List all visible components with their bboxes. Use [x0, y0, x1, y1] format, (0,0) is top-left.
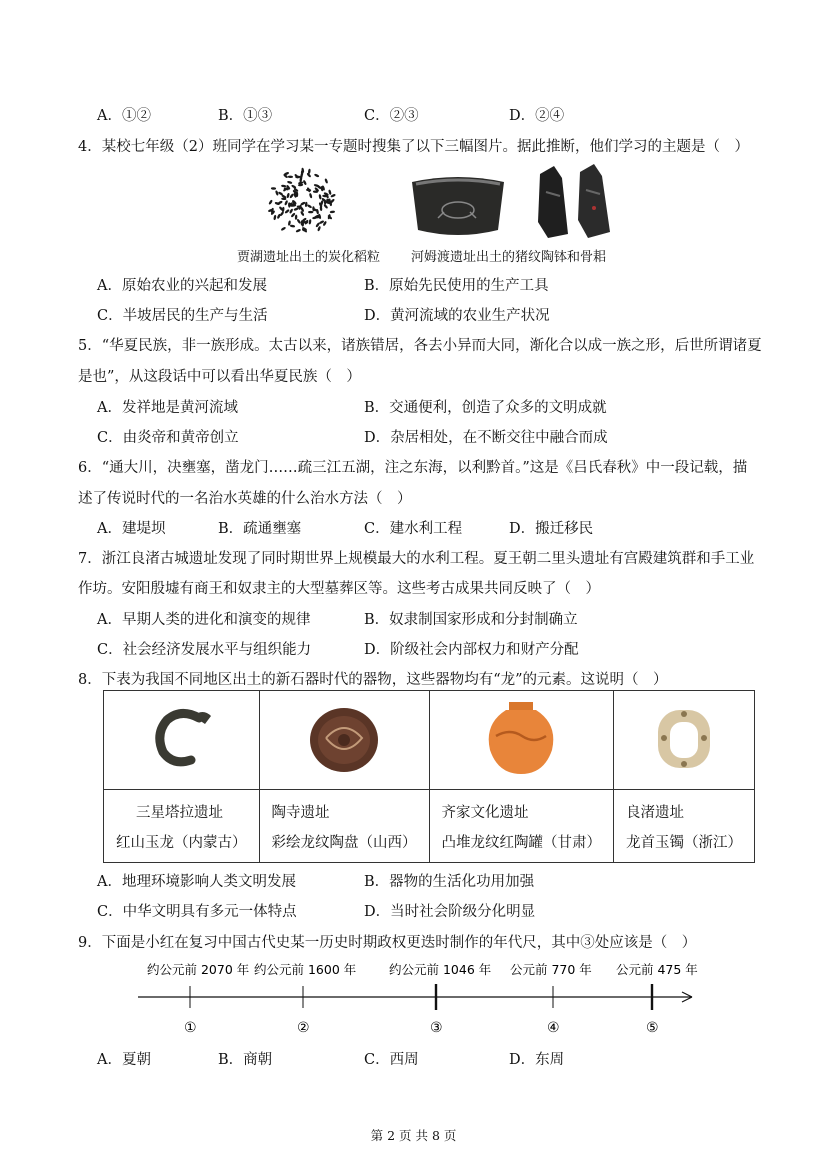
q7-option-c: C．社会经济发展水平与组织能力 [97, 642, 312, 658]
table-cell-2 [259, 790, 429, 863]
page-footer: 第 2 页 共 8 页 [370, 1128, 457, 1143]
timeline-num-4: ④ [547, 1020, 560, 1036]
artifact-4: 龙首玉镯（浙江） [626, 835, 742, 851]
carbonized-rice-image [262, 164, 342, 242]
q7-option-d: D．阶级社会内部权力和财产分配 [364, 642, 579, 658]
q7-stem-line1: 7．浙江良渚古城遗址发现了同时期世界上规模最大的水利工程。夏王朝二里头遗址有宫殿建筑群和手工业 [78, 551, 755, 567]
jade-bracelet-icon [644, 698, 724, 778]
timeline-label-2: 约公元前 1600 年 [254, 962, 357, 977]
q3-option-a: A．①② [97, 108, 151, 124]
painted-plate-icon [304, 698, 384, 778]
q6-option-c: C．建水利工程 [364, 521, 463, 537]
site-2: 陶寺遗址 [271, 805, 330, 821]
q4-option-d: D．黄河流域的农业生产状况 [364, 308, 550, 324]
q3-option-d: D．②④ [509, 108, 565, 124]
q8-stem: 8．下表为我国不同地区出土的新石器时代的器物，这些器物均有“龙”的元素。这说明（ ） [78, 672, 668, 688]
table-cell-3 [429, 790, 614, 863]
artifact-1: 红山玉龙（内蒙古） [116, 835, 247, 851]
q7-option-a: A．早期人类的进化和演变的规律 [97, 612, 311, 628]
q5-option-c: C．由炎帝和黄帝创立 [97, 430, 239, 446]
q8-option-d: D．当时社会阶级分化明显 [364, 904, 536, 920]
q7-option-b: B．奴隶制国家形成和分封制确立 [364, 612, 578, 628]
timeline-label-4: 公元前 770 年 [510, 962, 592, 977]
q6-option-a: A．建堤坝 [97, 521, 166, 537]
table-cell-4 [614, 790, 755, 863]
q9-option-b: B．商朝 [218, 1052, 273, 1068]
q4-caption-right: 河姆渡遗址出土的猪纹陶钵和骨耜 [411, 250, 607, 265]
timeline-num-2: ② [297, 1020, 310, 1036]
site-4: 良渚遗址 [626, 805, 684, 821]
site-1: 三星塔拉遗址 [136, 805, 223, 821]
q6-option-b: B．疏通壅塞 [218, 521, 302, 537]
qijia-jar-cell [429, 691, 614, 790]
red-pottery-jar-icon [476, 696, 566, 780]
q5-option-a: A．发祥地是黄河流域 [97, 400, 238, 416]
site-3: 齐家文化遗址 [441, 805, 529, 821]
q4-option-a: A．原始农业的兴起和发展 [97, 278, 267, 294]
timeline-label-3: 约公元前 1046 年 [389, 962, 492, 977]
hongshan-jade-dragon-cell [104, 691, 260, 790]
q4-stem: 4．某校七年级（2）班同学在学习某一专题时搜集了以下三幅图片。据此推断，他们学习的主题是（ ） [78, 139, 749, 155]
q6-stem-line2: 述了传说时代的一名治水英雄的什么治水方法（ ） [78, 491, 412, 507]
timeline-num-5: ⑤ [646, 1020, 659, 1036]
q4-option-b: B．原始先民使用的生产工具 [364, 278, 549, 294]
artifact-3: 凸堆龙纹红陶罐（甘肃） [441, 835, 601, 851]
q5-option-d: D．杂居相处，在不断交往中融合而成 [364, 430, 608, 446]
q5-stem-line2: 是也”，从这段话中可以看出华夏民族（ ） [78, 369, 361, 385]
liangzhu-bracelet-cell [614, 691, 755, 790]
q4-option-c: C．半坡居民的生产与生活 [97, 308, 268, 324]
q7-stem-line2: 作坊。安阳殷墟有商王和奴隶主的大型墓葬区等。这些考古成果共同反映了（ ） [78, 581, 600, 597]
table-cell-1 [104, 790, 260, 863]
q9-option-c: C．西周 [364, 1052, 419, 1068]
q8-option-c: C．中华文明具有多元一体特点 [97, 904, 297, 920]
jade-dragon-icon [141, 698, 221, 778]
q8-option-a: A．地理环境影响人类文明发展 [97, 874, 296, 890]
q9-option-a: A．夏朝 [97, 1052, 151, 1068]
q9-stem: 9．下面是小红在复习中国古代史某一历史时期政权更迭时制作的年代尺，其中③处应该是（ ） [78, 935, 697, 951]
q3-option-b: B．①③ [218, 108, 273, 124]
pig-pattern-bowl-image [408, 172, 508, 240]
taosi-plate-cell [259, 691, 429, 790]
timeline-num-1: ① [184, 1020, 197, 1036]
timeline-label-1: 约公元前 2070 年 [147, 962, 250, 977]
q3-option-c: C．②③ [364, 108, 419, 124]
timeline-label-5: 公元前 475 年 [616, 962, 698, 977]
q6-option-d: D．搬迁移民 [509, 521, 594, 537]
q9-option-d: D．东周 [509, 1052, 565, 1068]
timeline [130, 958, 710, 1040]
timeline-num-3: ③ [430, 1020, 443, 1036]
bone-spade-image [534, 162, 616, 242]
q5-option-b: B．交通便利，创造了众多的文明成就 [364, 400, 607, 416]
q5-stem-line1: 5．“华夏民族，非一族形成。太古以来，诸族错居，各去小异而大同，渐化合以成一族之形，后世所谓诸夏 [78, 338, 762, 354]
q6-stem-line1: 6．“通大川，决壅塞，凿龙门……疏三江五湖，注之东海，以利黔首。”这是《吕氏春秋》中一段记载，描 [78, 460, 748, 476]
artifact-2: 彩绘龙纹陶盘（山西） [271, 835, 417, 851]
artifact-table [103, 690, 755, 863]
q8-option-b: B．器物的生活化功用加强 [364, 874, 535, 890]
q4-caption-left: 贾湖遗址出土的炭化稻粒 [237, 250, 381, 265]
